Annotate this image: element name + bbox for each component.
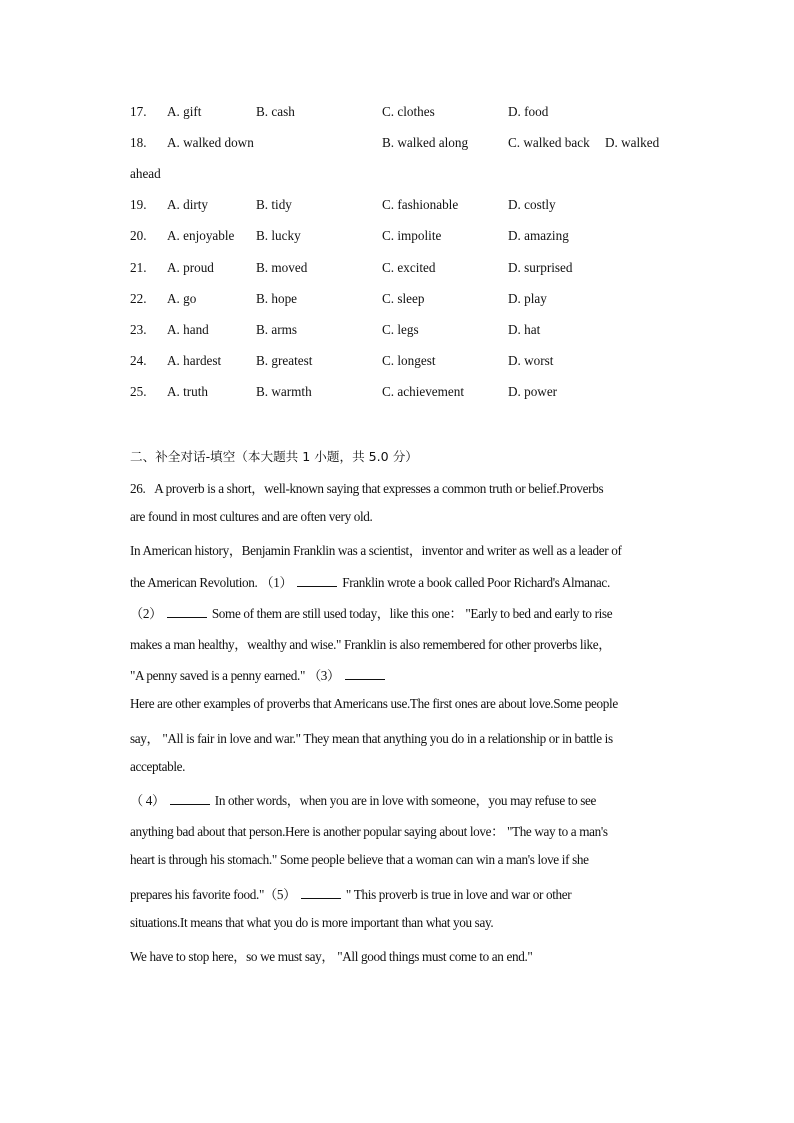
option-c: C. clothes bbox=[382, 104, 435, 119]
option-c: C. walked back bbox=[508, 135, 590, 150]
question-number: 26. bbox=[130, 481, 146, 496]
option-a: A. proud bbox=[167, 260, 214, 275]
passage-line-7 bbox=[130, 665, 387, 684]
passage-line-1 bbox=[130, 478, 603, 497]
passage-line-16: We have to stop here，so we must say， "All good things must come to an end." bbox=[130, 949, 533, 964]
passage-line-8: Here are other examples of proverbs that Americans use.The first ones are about love.Some people bbox=[130, 696, 618, 711]
option-d: D. walked bbox=[605, 135, 660, 150]
option-c: C. longest bbox=[382, 353, 436, 368]
answer-blank-2[interactable] bbox=[167, 606, 207, 618]
option-b: B. tidy bbox=[256, 197, 292, 212]
answer-blank-5[interactable] bbox=[301, 887, 341, 899]
passage-line-10: acceptable. bbox=[130, 759, 186, 774]
option-c: C. legs bbox=[382, 322, 419, 337]
question-number: 20. bbox=[130, 228, 147, 243]
option-b: B. cash bbox=[256, 104, 295, 119]
question-number: 21. bbox=[130, 260, 147, 275]
question-number: 23. bbox=[130, 322, 147, 337]
passage-line-13: heart is through his stomach." Some people believe that a woman can win a man's love if she bbox=[130, 852, 589, 867]
option-d: D. surprised bbox=[508, 260, 573, 275]
option-b: B. warmth bbox=[256, 384, 312, 399]
option-b: B. hope bbox=[256, 291, 298, 306]
option-a: A. hardest bbox=[167, 353, 222, 368]
option-a: A. enjoyable bbox=[167, 228, 235, 243]
question-number: 24. bbox=[130, 353, 147, 368]
option-a: A. hand bbox=[167, 322, 209, 337]
option-a: A. dirty bbox=[167, 197, 209, 212]
option-a: A. go bbox=[167, 291, 197, 306]
passage-text: （2） bbox=[130, 606, 162, 621]
option-d: D. play bbox=[508, 291, 547, 306]
option-b: B. lucky bbox=[256, 228, 301, 243]
option-c: C. sleep bbox=[382, 291, 425, 306]
option-b: B. walked along bbox=[382, 135, 469, 150]
option-c: C. impolite bbox=[382, 228, 442, 243]
passage-line-9: say， "All is fair in love and war." They mean that anything you do in a relationship or in battle is bbox=[130, 731, 613, 746]
option-c: C. fashionable bbox=[382, 197, 459, 212]
option-a: A. gift bbox=[167, 104, 202, 119]
passage-text: Franklin wrote a book called Poor Richard's Almanac. bbox=[342, 575, 610, 590]
passage-line-3: In American history，Benjamin Franklin was a scientist，inventor and writer as well as a leader of bbox=[130, 543, 622, 558]
question-number: 25. bbox=[130, 384, 147, 399]
option-d: D. costly bbox=[508, 197, 556, 212]
option-d: D. worst bbox=[508, 353, 554, 368]
passage-text: （ 4） bbox=[130, 793, 165, 808]
passage-text: the American Revolution. （1） bbox=[130, 575, 293, 590]
answer-blank-4[interactable] bbox=[170, 793, 210, 805]
option-a: A. walked down bbox=[167, 135, 254, 150]
option-c: C. excited bbox=[382, 260, 436, 275]
passage-line-12: anything bad about that person.Here is another popular saying about love： "The way to a man's bbox=[130, 824, 608, 839]
answer-blank-3[interactable] bbox=[345, 668, 385, 680]
question-number: 18. bbox=[130, 135, 147, 150]
question-number: 19. bbox=[130, 197, 147, 212]
option-d: D. food bbox=[508, 104, 549, 119]
option-d: D. amazing bbox=[508, 228, 569, 243]
option-d-continued: ahead bbox=[130, 166, 161, 181]
option-b: B. arms bbox=[256, 322, 298, 337]
question-number: 17. bbox=[130, 104, 147, 119]
passage-line-6: makes a man healthy，wealthy and wise." Franklin is also remembered for other proverbs like， bbox=[130, 637, 612, 652]
option-a: A. truth bbox=[167, 384, 209, 399]
answer-blank-1[interactable] bbox=[297, 575, 337, 587]
passage-line-4 bbox=[130, 572, 610, 591]
option-d: D. hat bbox=[508, 322, 541, 337]
passage-line-11 bbox=[130, 790, 596, 809]
option-b: B. greatest bbox=[256, 353, 313, 368]
section-heading: 二、补全对话-填空（本大题共 1 小题，共 5.0 分） bbox=[130, 449, 418, 464]
passage-text: "A penny saved is a penny earned." （3） bbox=[130, 668, 340, 683]
passage-text: Some of them are still used today，like this one： "Early to bed and early to rise bbox=[211, 606, 613, 621]
passage-line-2: are found in most cultures and are often very old. bbox=[130, 509, 373, 524]
option-c: C. achievement bbox=[382, 384, 465, 399]
option-d: D. power bbox=[508, 384, 558, 399]
option-b: B. moved bbox=[256, 260, 308, 275]
passage-line-15: situations.It means that what you do is more important than what you say. bbox=[130, 915, 494, 930]
passage-line-5 bbox=[130, 603, 612, 622]
passage-text: A proverb is a short，well-known saying that expresses a common truth or belief.Proverbs bbox=[154, 481, 604, 496]
passage-text: prepares his favorite food."（5） bbox=[130, 887, 296, 902]
question-number: 22. bbox=[130, 291, 147, 306]
passage-line-14 bbox=[130, 884, 571, 903]
passage-text: " This proverb is true in love and war or other bbox=[345, 887, 572, 902]
passage-text: In other words，when you are in love with someone，you may refuse to see bbox=[214, 793, 597, 808]
